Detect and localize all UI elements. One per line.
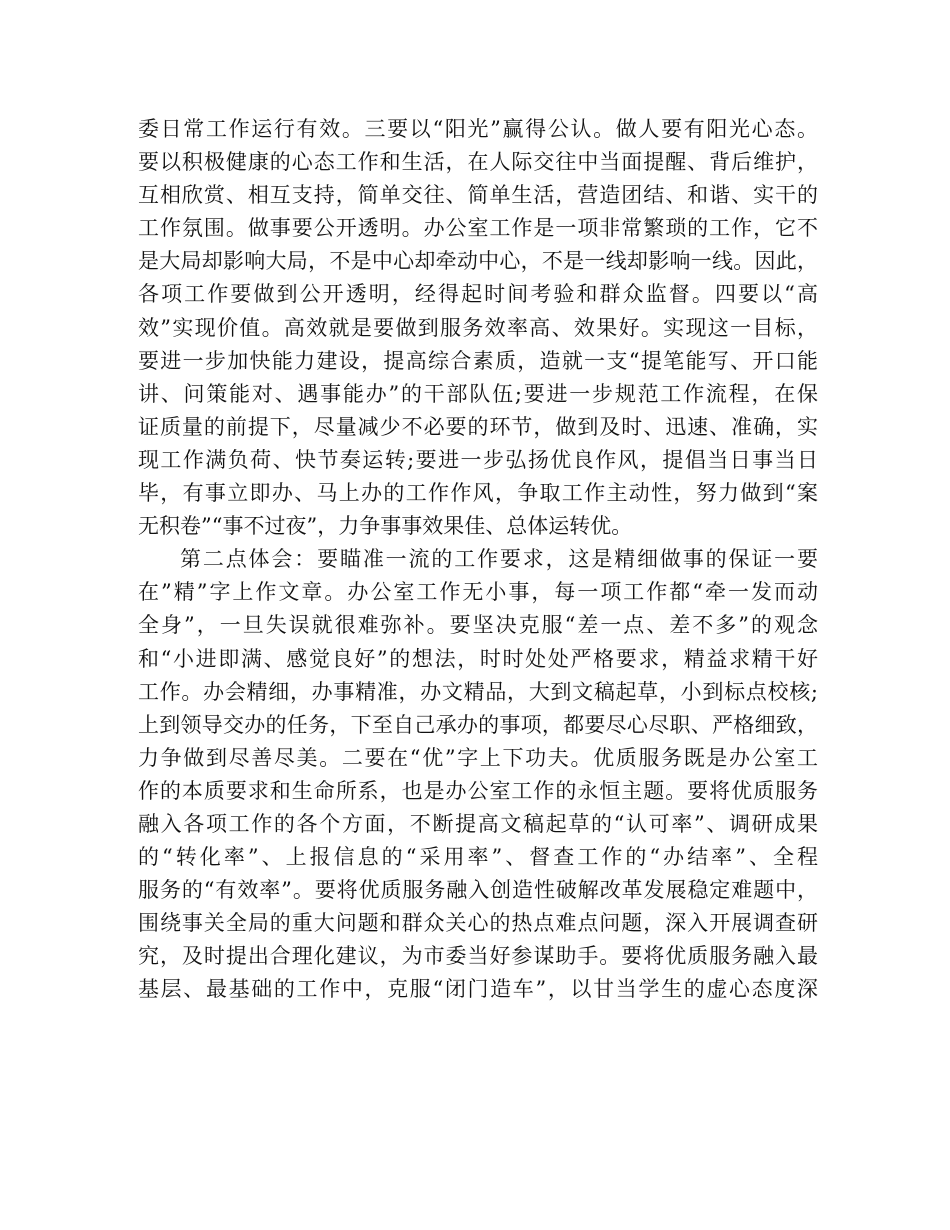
- text-line: 和“小进即满、感觉良好”的想法，时时处处严格要求，精益求精干好: [138, 646, 818, 671]
- text-line: 要进一步加快能力建设，提高综合素质，造就一支“提笔能写、开口能: [138, 348, 818, 373]
- text-line: 力争做到尽善尽美。二要在“优”字上下功夫。优质服务既是办公室工: [138, 745, 818, 770]
- text-line: 融入各项工作的各个方面，不断提高文稿起草的“认可率”、调研成果: [138, 811, 818, 836]
- text-line: 围绕事关全局的重大问题和群众关心的热点难点问题，深入开展调查研: [138, 911, 818, 936]
- text-line: 各项工作要做到公开透明，经得起时间考验和群众监督。四要以“高: [138, 282, 818, 307]
- text-line: 作的本质要求和生命所系，也是办公室工作的永恒主题。要将优质服务: [138, 778, 818, 803]
- text-line: 究，及时提出合理化建议，为市委当好参谋助手。要将优质服务融入最: [138, 944, 818, 969]
- text-line: 现工作满负荷、快节奏运转;要进一步弘扬优良作风，提倡当日事当日: [138, 447, 818, 472]
- document-body: [138, 113, 818, 1007]
- paragraph-start-line: 第二点体会：要瞄准一流的工作要求，这是精细做事的保证一要: [180, 547, 818, 572]
- text-line: 互相欣赏、相互支持，简单交往、简单生活，营造团结、和谐、实干的: [138, 183, 818, 208]
- text-line: 要以积极健康的心态工作和生活，在人际交往中当面提醒、背后维护，: [138, 150, 818, 175]
- text-line: 基层、最基础的工作中，克服“闭门造车”，以甘当学生的虚心态度深: [138, 977, 818, 1002]
- text-line: 证质量的前提下，尽量减少不必要的环节，做到及时、迅速、准确，实: [138, 414, 818, 439]
- text-line: 是大局却影响大局，不是中心却牵动中心，不是一线却影响一线。因此，: [138, 249, 818, 274]
- text-line: 全身”，一旦失误就很难弥补。要坚决克服“差一点、差不多”的观念: [138, 613, 818, 638]
- text-line: 工作。办会精细，办事精准，办文精品，大到文稿起草，小到标点校核;: [138, 679, 818, 704]
- text-line: 讲、问策能对、遇事能办”的干部队伍;要进一步规范工作流程，在保: [138, 381, 818, 406]
- text-line: 工作氛围。做事要公开透明。办公室工作是一项非常繁琐的工作，它不: [138, 216, 818, 241]
- text-line: 效”实现价值。高效就是要做到服务效率高、效果好。实现这一目标，: [138, 315, 818, 340]
- text-line: 毕，有事立即办、马上办的工作作风，争取工作主动性，努力做到“案: [138, 481, 818, 506]
- text-line: 在”精”字上作文章。办公室工作无小事，每一项工作都“牵一发而动: [138, 580, 818, 605]
- text-line: 服务的“有效率”。要将优质服务融入创造性破解改革发展稳定难题中，: [138, 878, 818, 903]
- paragraph-end-line: 无积卷”“事不过夜”，力争事事效果佳、总体运转优。: [138, 514, 633, 539]
- text-line: 的“转化率”、上报信息的“采用率”、督查工作的“办结率”、全程: [138, 845, 818, 870]
- text-line: 上到领导交办的任务，下至自己承办的事项，都要尽心尽职、严格细致，: [138, 712, 818, 737]
- text-line: 委日常工作运行有效。三要以“阳光”赢得公认。做人要有阳光心态。: [138, 117, 818, 141]
